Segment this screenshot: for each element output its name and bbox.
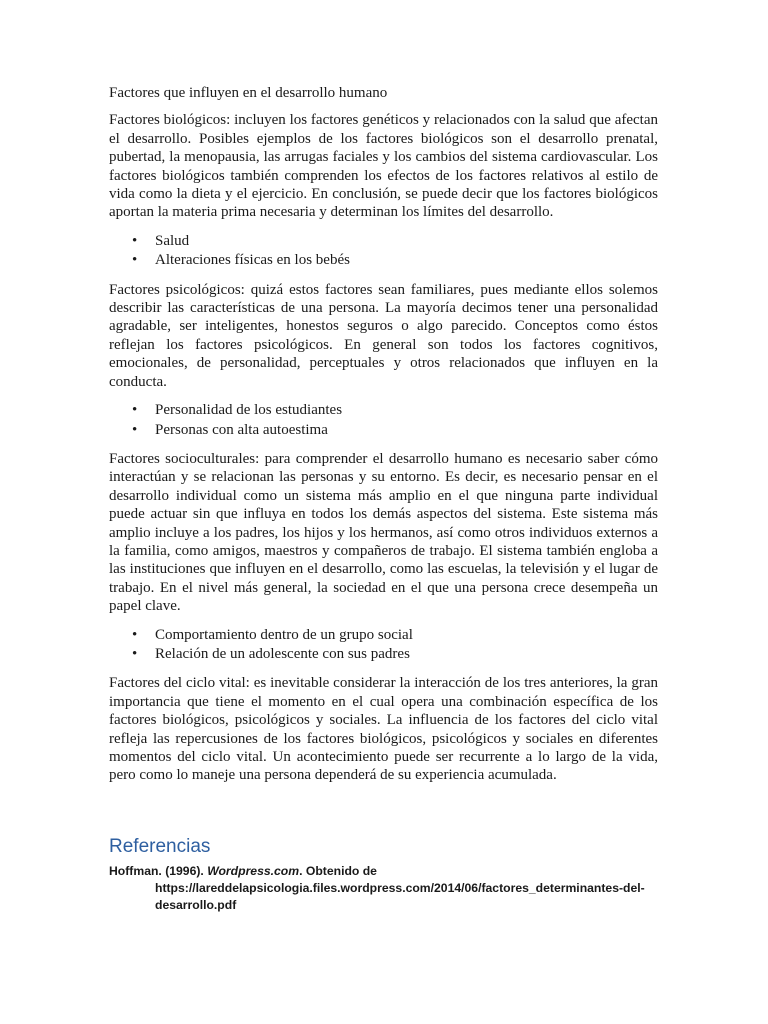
list-item: • Alteraciones físicas en los bebés [109, 251, 658, 270]
list-item: • Comportamiento dentro de un grupo social [109, 626, 658, 645]
reference-site: Wordpress.com [207, 864, 300, 878]
bullet-list-biological [109, 232, 658, 271]
list-item: • Relación de un adolescente con sus padres [109, 645, 658, 664]
reference-obtained-from: . Obtenido de [299, 864, 377, 878]
list-item: • Personalidad de los estudiantes [109, 401, 658, 420]
document-body [109, 84, 658, 795]
bullet-icon: • [132, 626, 138, 643]
list-item: • Salud [109, 232, 658, 251]
bullet-icon: • [132, 402, 138, 419]
paragraph-biological-factors: Factores biológicos: incluyen los factores genéticos y relacionados con la salud que afectan el desarrollo. Posibles ejemplos de los factores biológicos son el desarrollo prenatal, pubertad, la menopausia, las arrugas faciales y los cambios del sistema cardiovascular. Los factores biológicos también comprenden los efectos de los factores relativos al estilo de vida como la dieta y el ejercicio. En conclusión, se puede decir que los factores biológicos aportan la materia prima necesaria y determinan los límites del desarrollo. [109, 112, 658, 221]
bullet-icon: • [132, 645, 138, 662]
paragraph-sociocultural-factors: Factores socioculturales: para comprender el desarrollo humano es necesario saber cómo interactúan y se relacionan las personas y su entorno. Es decir, es necesario pensar en el desarrollo individual como un sistema más amplio en el que ninguna parte individual puede actuar sin que influya en todos los demás aspectos del sistema. Este sistema más amplio incluye a los padres, los hijos y los hermanos, así como otros individuos externos a la familia, como amigos, maestros y compañeros de trabajo. El sistema también engloba a las instituciones que influyen en el desarrollo, como las escuelas, la televisión y el lugar de trabajo. En el nivel más general, la sociedad en el que una persona crece desempeña un papel clave. [109, 450, 658, 615]
bullet-list-psychological [109, 401, 658, 440]
paragraph-life-cycle-factors: Factores del ciclo vital: es inevitable considerar la interacción de los tres anteriores, la gran importancia que tiene el momento en el cual opera una combinación específica de los factores biológicos, psicológicos y sociales. La influencia de los factores del ciclo vital refleja las repercusiones de los factores biológicos, psicológicos y sociales en diferentes momentos del ciclo vital. Un acontecimiento puede ser recurrente a lo largo de la vida, pero como lo maneje una persona dependerá de su experiencia acumulada. [109, 675, 658, 784]
reference-author-year: Hoffman. (1996). [109, 864, 208, 878]
list-item: • Personas con alta autoestima [109, 421, 658, 440]
references-heading: Referencias [109, 836, 211, 857]
document-title: Factores que influyen en el desarrollo humano [109, 85, 388, 101]
bullet-icon: • [132, 232, 138, 249]
reference-entry [109, 863, 669, 914]
bullet-list-sociocultural [109, 626, 658, 665]
references-section [109, 835, 669, 914]
bullet-icon: • [132, 252, 138, 269]
reference-url-link[interactable]: https://lareddelapsicologia.files.wordpress.com/2014/06/factores_determinantes-del-desarrollo.pdf [155, 881, 645, 912]
bullet-icon: • [132, 421, 138, 438]
paragraph-psychological-factors: Factores psicológicos: quizá estos factores sean familiares, pues mediante ellos solemos describir las características de una persona. La mayoría decimos tener una personalidad agradable, ser inteligentes, honestos seguros o algo parecido. Conceptos como éstos reflejan los factores psicológicos. En general son todos los factores cognitivos, emocionales, de personalidad, perceptuales y otros relacionados que influyen en la conducta. [109, 281, 658, 390]
